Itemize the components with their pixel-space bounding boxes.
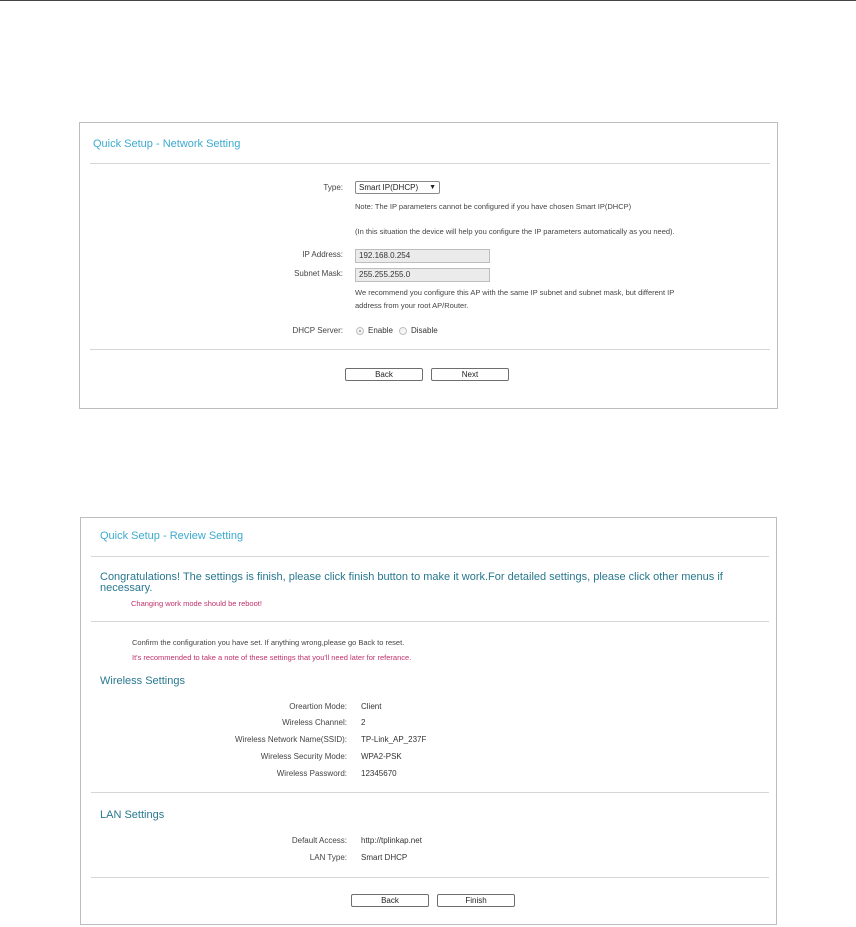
back-button[interactable]: Back (351, 894, 429, 907)
note-smart-ip: Note: The IP parameters cannot be configured if you have chosen Smart IP(DHCP) (355, 202, 632, 211)
note-auto-config: (In this situation the device will help you configure the IP parameters automatically as you need). (355, 227, 675, 236)
ip-address-label: IP Address: (302, 250, 343, 259)
reboot-warning: Changing work mode should be reboot! (131, 599, 262, 608)
operation-mode-value: Client (361, 702, 382, 711)
back-button[interactable]: Back (345, 368, 423, 381)
divider (91, 556, 769, 557)
divider (91, 621, 769, 622)
divider (90, 163, 770, 164)
recommend-note-line2: address from your root AP/Router. (355, 301, 469, 310)
ssid-label: Wireless Network Name(SSID): (234, 735, 347, 744)
divider (91, 877, 769, 878)
lan-type-value: Smart DHCP (361, 853, 408, 862)
ip-address-input[interactable]: 192.168.0.254 (355, 249, 490, 263)
wireless-password-label: Wireless Password: (276, 769, 347, 778)
finish-button[interactable]: Finish (437, 894, 515, 907)
default-access-label: Default Access: (291, 836, 347, 845)
confirm-note: Confirm the configuration you have set. If anything wrong,please go Back to reset. (132, 638, 405, 647)
type-select-value: Smart IP(DHCP) (359, 183, 419, 192)
next-button[interactable]: Next (431, 368, 509, 381)
dhcp-disable-label: Disable (411, 326, 438, 335)
dhcp-disable-radio[interactable] (399, 327, 407, 335)
type-select[interactable] (355, 181, 440, 194)
wireless-channel-label: Wireless Channel: (282, 718, 347, 727)
remember-note: It's recommended to take a note of these settings that you'll need later for referance. (132, 653, 412, 662)
subnet-mask-input[interactable]: 255.255.255.0 (355, 268, 490, 282)
review-setting-title: Quick Setup - Review Setting (100, 530, 244, 542)
divider (90, 349, 770, 350)
recommend-note-line1: We recommend you configure this AP with the same IP subnet and subnet mask, but different IP (355, 288, 675, 297)
default-access-value: http://tplinkap.net (361, 836, 422, 845)
wireless-settings-heading: Wireless Settings (100, 675, 185, 687)
security-mode-label: Wireless Security Mode: (260, 752, 347, 761)
congratulations-message: Congratulations! The settings is finish, please click finish button to make it work.For detailed settings, please click other menus if necessary. (100, 571, 723, 594)
operation-mode-label: Oreartion Mode: (289, 702, 347, 711)
dhcp-enable-label: Enable (368, 326, 393, 335)
dhcp-server-label: DHCP Server: (292, 326, 343, 335)
wireless-password-value: 12345670 (361, 769, 397, 778)
lan-settings-heading: LAN Settings (100, 809, 165, 821)
review-setting-panel (80, 517, 777, 925)
type-label: Type: (323, 183, 343, 192)
subnet-mask-label: Subnet Mask: (294, 269, 343, 278)
wireless-channel-value: 2 (361, 718, 366, 727)
lan-type-label: LAN Type: (309, 853, 347, 862)
network-setting-panel (79, 122, 778, 409)
ssid-value: TP-Link_AP_237F (361, 735, 427, 744)
divider (91, 792, 769, 793)
top-border-line (0, 0, 856, 1)
chevron-down-icon: ▼ (429, 184, 436, 191)
dhcp-enable-radio[interactable] (356, 327, 364, 335)
network-setting-title: Quick Setup - Network Setting (93, 138, 241, 150)
security-mode-value: WPA2-PSK (361, 752, 402, 761)
